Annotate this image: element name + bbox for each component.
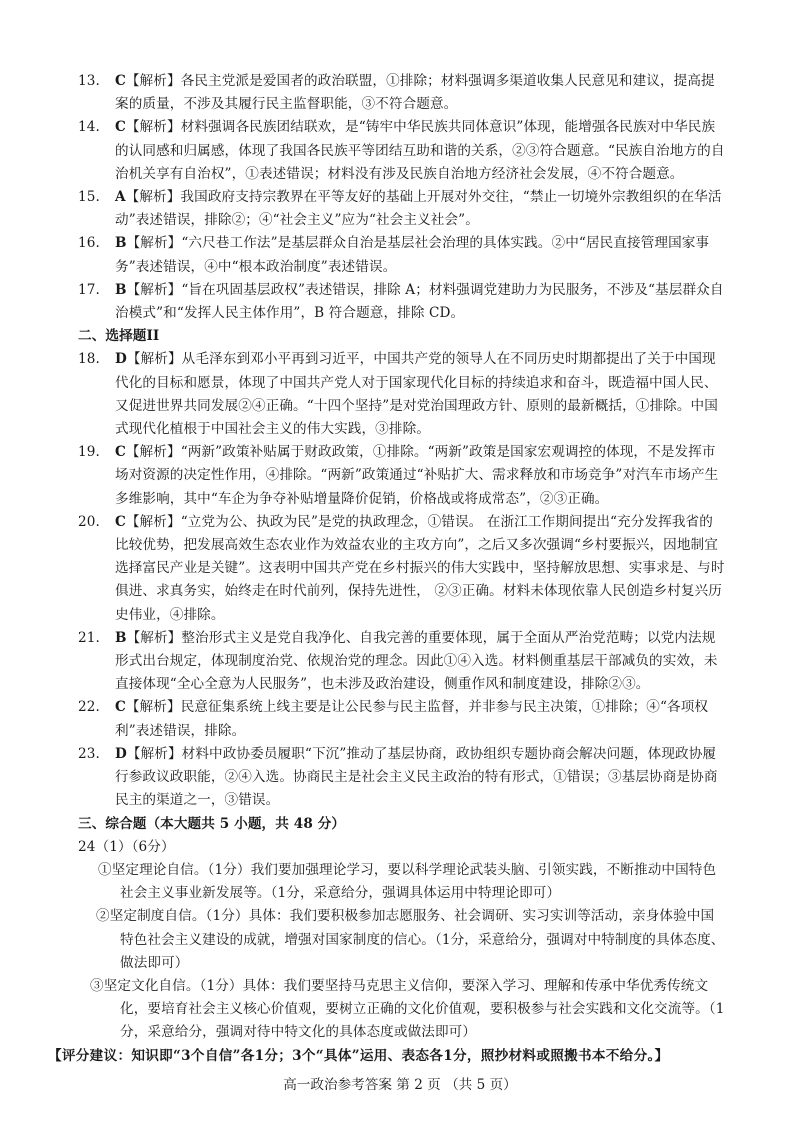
answer-item (78, 441, 726, 511)
answer-letter: C (115, 513, 126, 530)
answer-letter: C (115, 73, 126, 89)
explanation-text: 【解析】民意征集系统上线主要是让公民参与民主监督，并非参与民主决策，①排除；④“各项权利”表述错误，排除。 (115, 699, 709, 739)
question-number: 22. (78, 699, 100, 716)
explanation-text: 【解析】从毛泽东到邓小平再到习近平，中国共产党的领导人在不同历史时期都提出了关于中国现代化的目标和愿景，体现了中国共产党人对于国家现代化目标的持续追求和奋斗，既造福中国人民、又促进世界共同发展②④正确。“十四个坚持”是对党治国理政方针、原则的最新概括，①排除。中国式现代化植根于中国社会主义的伟大实践，③排除。 (115, 351, 718, 438)
section-heading-comprehensive: 三、综合题（本大题共 5 小题，共 48 分） (78, 815, 346, 832)
answer-letter: C (115, 699, 126, 716)
answer-letter: B (115, 629, 127, 646)
answer-item (78, 627, 726, 697)
scoring-suggestion: 【评分建议：知识即“3个自信”各1分；3个“具体”运用、表态各1分，照抄材料或照搬书本不给分。】 (48, 1047, 669, 1064)
question-number: 13. (78, 73, 100, 89)
point-text: 坚定制度自信。（1分）具体：我们要积极参加志愿服务、社会调研、实习实训等活动，亲身体验中国特色社会主义建设的成就，增强对国家制度的信心。（1分，采意给分，强调对中特制度的具体态度、做法即可） (109, 908, 725, 971)
point-text: 坚定文化自信。（1分）具体：我们要坚持马克思主义信仰，要深入学习、理解和传承中华优秀传统文化，要培育社会主义核心价值观，要树立正确的文化价值观，要积极参与社会实践和文化交流等。（1分，采意给分，强调对待中特文化的具体态度或做法即可） (103, 977, 725, 1041)
explanation-text: 【解析】“两新”政策补贴属于财政政策，①排除。“两新”政策是国家宏观调控的体现，不是发挥市场对资源的决定性作用，④排除。“两新”政策通过“补贴扩大、需求释放和市场竞争”对汽车市场产生多维影响，其中“车企为争夺补贴增量降价促销，价格战或将成常态”，②③正确。 (115, 444, 719, 507)
point-text: 坚定理论自信。（1分）我们要加强理论学习，要以科学理论武装头脑、引领实践，不断推动中国特色社会主义事业新发展等。（1分，采意给分，强调具体运用中特理论即可） (111, 861, 717, 902)
answer-item (78, 232, 726, 278)
answer-letter: B (115, 281, 127, 298)
explanation-text: 【解析】各民主党派是爱国者的政治联盟，①排除；材料强调多渠道收集人民意见和建议，提高提案的质量，不涉及其履行民主监督职能，③不符合题意。 (115, 73, 715, 113)
answer-item (78, 186, 726, 232)
question-number: 21. (78, 629, 100, 646)
answer-letter: C (115, 119, 126, 136)
point-marker: ① (98, 861, 112, 878)
question-number: 14. (78, 119, 100, 136)
answer-content (48, 70, 726, 1068)
answer-item (78, 743, 726, 813)
answer-letter: A (115, 189, 126, 206)
explanation-text: 【解析】“立党为公、执政为民”是党的执政理念，①错误。 在浙江工作期间提出“充分发挥我省的比较优势，把发展高效生态农业作为效益农业的主攻方向”，之后又多次强调“乡村要振兴，因地制宜选择富民产业是关键”。这表明中国共产党在乡村振兴的伟大实践中，坚持解放思想、实事求是、与时俱进、求真务实，始终走在时代前列，保持先进性， ②③正确。材料未体现依靠人民创造乡村复兴历史伟业，④排除。 (115, 513, 725, 623)
question-number: 15. (78, 189, 100, 206)
question-number: 20. (78, 513, 100, 530)
scoring-point (78, 975, 726, 1045)
answer-item (78, 348, 726, 441)
scoring-point (78, 905, 726, 975)
answer-letter: C (115, 444, 126, 461)
choice-answers-group-1 (78, 70, 726, 325)
explanation-text: 【解析】我国政府支持宗教界在平等友好的基础上开展对外交往，“禁止一切境外宗教组织的在华活动”表述错误，排除②；④“社会主义”应为“社会主义社会”。 (115, 189, 722, 229)
question-number: 16. (78, 235, 100, 252)
point-marker: ② (96, 908, 110, 925)
answer-letter: D (115, 745, 127, 762)
choice-answers-group-2 (78, 348, 726, 812)
scoring-point (78, 859, 726, 905)
explanation-text: 【解析】材料强调各民族团结联欢，是“铸牢中华民族共同体意识”体现，能增强各民族对中华民族的认同感和归属感，体现了我国各民族平等团结互助和谐的关系，②③符合题意。“民族自治地方的自治机关享有自治权”，①表述错误；材料没有涉及民族自治地方经济社会发展，④不符合题意。 (115, 119, 725, 182)
answer-letter: D (115, 351, 127, 368)
section-heading-choice-2: 二、选择题II (78, 328, 160, 345)
answer-item (78, 70, 726, 116)
explanation-text: 【解析】“旨在巩固基层政权”表述错误，排除 A；材料强调党建助力为民服务，不涉及“基层群众自治模式”和“发挥人民主体作用”，B 符合题意，排除 CD。 (115, 281, 724, 322)
page-footer: 高一政治参考答案 第 2 页 （共 5 页） (283, 1077, 517, 1093)
answer-letter: B (115, 235, 127, 252)
answer-item (78, 696, 726, 742)
question-24-header: 24（1）（6分） (78, 838, 175, 855)
explanation-text: 【解析】材料中政协委员履职“下沉”推动了基层协商，政协组织专题协商会解决问题，体现政协履行参政议政职能，②④入选。协商民主是社会主义民主政治的特有形式，①错误；③基层协商是协商民主的渠道之一，③错误。 (115, 745, 718, 809)
answer-item (78, 511, 726, 627)
explanation-text: 【解析】整治形式主义是党自我净化、自我完善的重要体现，属于全面从严治党范畴；以党内法规形式出台规定，体现制度治党、依规治党的理念。因此①④入选。材料侧重基层干部减负的实效，未直接体现“全心全意为人民服务”，也未涉及政治建设，侧重作风和制度建设，排除②③。 (115, 629, 718, 693)
question-number: 19. (78, 444, 100, 461)
answer-item (78, 116, 726, 186)
point-marker: ③ (90, 977, 104, 994)
explanation-text: 【解析】“六尺巷工作法”是基层群众自治是基层社会治理的具体实践。②中“居民直接管理国家事务”表述错误，④中“根本政治制度”表述错误。 (115, 235, 710, 275)
question-number: 23. (78, 745, 100, 762)
question-number: 18. (78, 351, 100, 368)
question-number: 17. (78, 281, 100, 298)
answer-item (78, 279, 726, 325)
